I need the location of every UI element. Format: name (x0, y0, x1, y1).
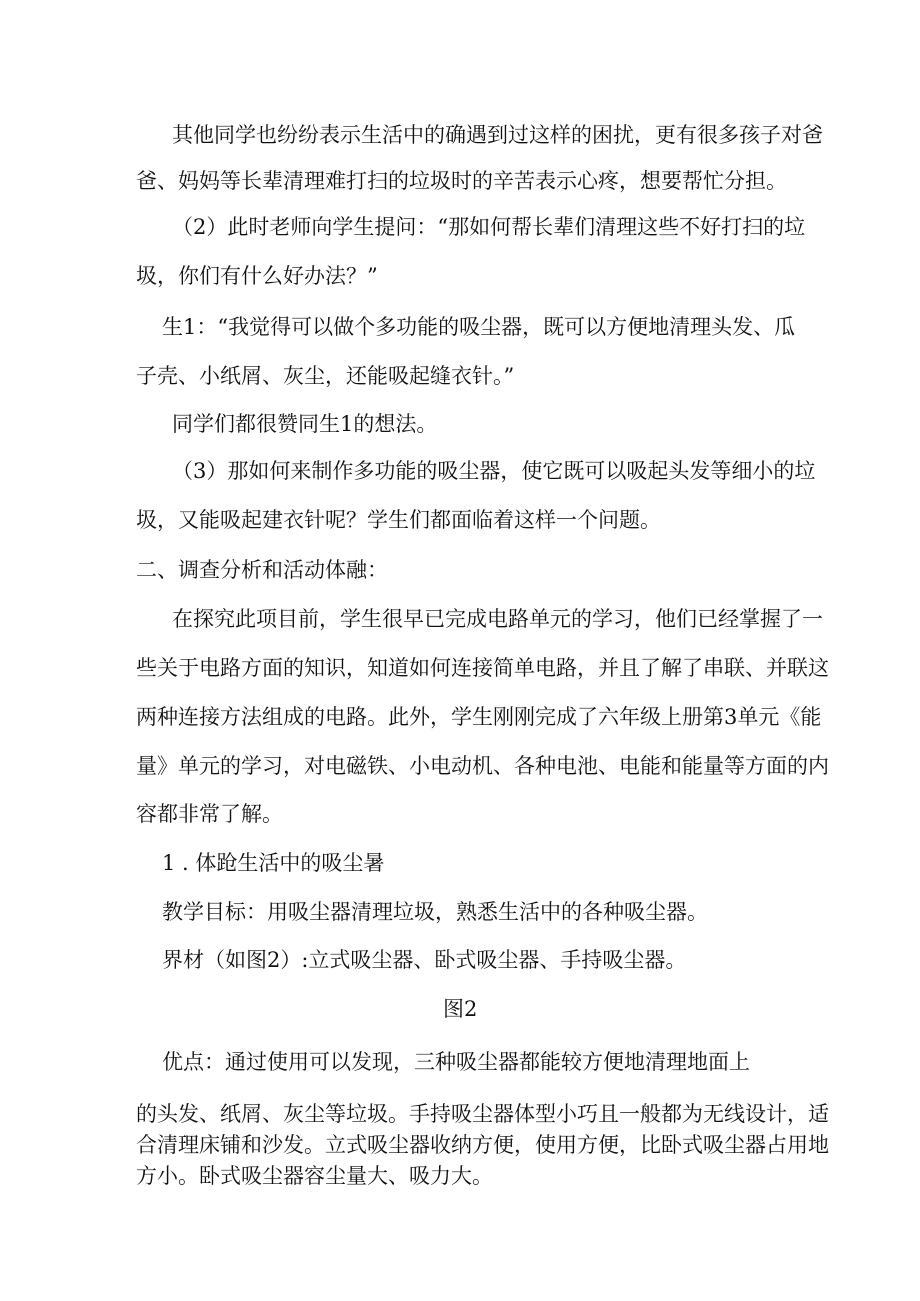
paragraph-line: 其他同学也纷纷表示生活中的确遇到过这样的困扰，更有很多孩子对爸 (172, 123, 823, 147)
paragraph-line: 容都非常了解。 (136, 802, 283, 826)
paragraph-line: （2）此时老师向学生提问：“那如何帮长辈们清理这些不好打扫的垃 (172, 215, 806, 239)
paragraph-line: 方小。卧式吸尘器容尘量大、吸力大。 (136, 1164, 493, 1188)
paragraph-line: 界材（如图2）:立式吸尘器、卧式吸尘器、手持吸尘器。 (162, 948, 687, 972)
paragraph-line: 两种连接方法组成的电路。此外，学生刚刚完成了六年级上册第3单元《能 (136, 705, 822, 729)
paragraph-line: 的头发、纸屑、灰尘等垃圾。手持吸尘器体型小巧且一般都为无线设计，适 (136, 1102, 829, 1126)
paragraph-line: 圾，又能吸起建衣针呢？学生们都面临着这样一个问题。 (136, 508, 661, 532)
paragraph-line: 子壳、小纸屑、灰尘，还能吸起缝衣针。” (136, 364, 515, 388)
paragraph-line: 同学们都很赞同生1的想法。 (172, 412, 438, 436)
paragraph-line: （3）那如何来制作多功能的吸尘器，使它既可以吸起头发等细小的垃 (172, 459, 816, 483)
paragraph-line: 些关于电路方面的知识，知道如何连接简单电路，并且了解了串联、并联这 (136, 656, 829, 680)
paragraph-line: 量》单元的学习，对电磁铁、小电动机、各种电池、电能和能量等方面的内 (136, 754, 829, 778)
paragraph-line: 教学目标：用吸尘器清理垃圾，熟悉生活中的各种吸尘器。 (162, 900, 708, 924)
paragraph-line: 优点：通过使用可以发现，三种吸尘器都能较方便地清理地面上 (162, 1050, 750, 1074)
paragraph-line: 在探究此项目前，学生很早已完成电路单元的学习，他们已经掌握了一 (172, 607, 823, 631)
subsection-heading: 1 . 体跄生活中的吸尘暑 (162, 851, 385, 875)
paragraph-line: 爸、妈妈等长辈清理难打扫的垃圾时的辛苦表示心疼，想要帮忙分担。 (136, 169, 787, 193)
paragraph-line: 生1：“我觉得可以做个多功能的吸尘器，既可以方便地清理头发、瓜 (162, 315, 796, 339)
paragraph-line: 圾，你们有什么好办法？” (136, 264, 378, 288)
section-heading: 二、调查分析和活动体融： (136, 558, 388, 582)
paragraph-line: 合清理床铺和沙发。立式吸尘器收纳方便，使用方便，比卧式吸尘器占用地 (136, 1133, 829, 1157)
figure-caption: 图2 (443, 997, 478, 1021)
